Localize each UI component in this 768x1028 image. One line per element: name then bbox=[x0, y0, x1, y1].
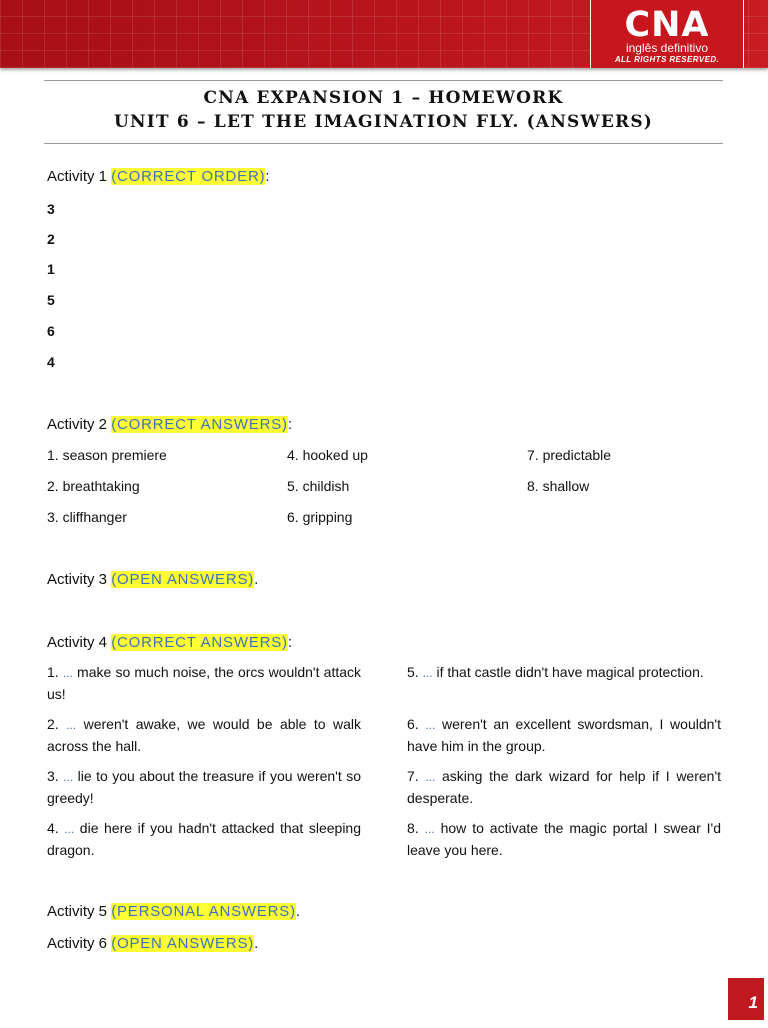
sentence-number: 7. bbox=[407, 768, 419, 784]
page-number: 1 bbox=[728, 978, 764, 1020]
activity-6-note: (OPEN ANSWERS) bbox=[111, 935, 255, 952]
activity-1-note: (CORRECT ORDER) bbox=[111, 168, 266, 185]
sentence-text: make so much noise, the orcs wouldn't attack us! bbox=[47, 664, 362, 702]
logo-tagline: inglês definitivo bbox=[625, 41, 709, 55]
sentence-text: lie to you about the treasure if you weren't so greedy! bbox=[47, 768, 361, 806]
blank-dots: ... bbox=[64, 822, 75, 836]
activity-4-sentence bbox=[407, 714, 721, 757]
activity-6-label: Activity 6 bbox=[47, 935, 112, 952]
activity-1-item: 6 bbox=[47, 323, 55, 339]
blank-dots: ... bbox=[66, 718, 77, 732]
activity-6-heading bbox=[47, 935, 258, 953]
activity-1-item: 3 bbox=[47, 201, 55, 217]
sentence-number: 1. bbox=[47, 664, 59, 680]
activity-3-suffix: . bbox=[254, 571, 259, 588]
activity-2-label: Activity 2 bbox=[47, 416, 112, 433]
activity-4-label: Activity 4 bbox=[47, 634, 112, 651]
activity-4-sentence bbox=[407, 766, 721, 809]
activity-4-suffix: : bbox=[287, 634, 293, 651]
sentence-text: how to activate the magic portal I swear I'd leave you here. bbox=[407, 820, 722, 858]
activity-2-note: (CORRECT ANSWERS) bbox=[111, 416, 288, 433]
activity-5-heading bbox=[47, 903, 300, 921]
activity-4-sentence bbox=[47, 714, 361, 757]
sentence-text: asking the dark wizard for help if I weren't desperate. bbox=[407, 768, 722, 806]
activity-2-answer: 6. gripping bbox=[287, 509, 353, 525]
activity-2-answer: 3. cliffhanger bbox=[47, 509, 127, 525]
activity-1-item: 4 bbox=[47, 354, 55, 370]
blank-dots: ... bbox=[425, 770, 436, 784]
activity-2-heading bbox=[47, 416, 292, 434]
blank-dots: ... bbox=[425, 718, 436, 732]
activity-4-sentence bbox=[407, 662, 721, 684]
activity-3-heading bbox=[47, 571, 258, 589]
sentence-number: 3. bbox=[47, 768, 59, 784]
activity-2-answer: 5. childish bbox=[287, 478, 350, 494]
activity-4-sentence bbox=[47, 818, 361, 861]
sentence-text: die here if you hadn't attacked that sleeping dragon. bbox=[47, 820, 362, 858]
document-subtitle: UNIT 6 – LET THE IMAGINATION FLY. (ANSWERS) bbox=[113, 112, 654, 132]
activity-6-suffix: . bbox=[254, 935, 259, 952]
activity-1-suffix: : bbox=[265, 168, 270, 185]
sentence-text: weren't an excellent swordsman, I wouldn't have him in the group. bbox=[407, 716, 721, 754]
activity-2-answer: 1. season premiere bbox=[47, 447, 167, 463]
blank-dots: ... bbox=[424, 822, 435, 836]
blank-dots: ... bbox=[63, 770, 74, 784]
activity-1-label: Activity 1 bbox=[47, 168, 112, 185]
activity-4-note: (CORRECT ANSWERS) bbox=[111, 634, 288, 651]
blank-dots: ... bbox=[422, 666, 433, 680]
sentence-number: 4. bbox=[47, 820, 59, 836]
sentence-number: 5. bbox=[407, 664, 419, 680]
logo-rights: ALL RIGHTS RESERVED. bbox=[614, 55, 720, 64]
sentence-text: weren't awake, we would be able to walk across the hall. bbox=[47, 716, 362, 754]
activity-1-item: 5 bbox=[47, 292, 55, 308]
document-title: CNA EXPANSION 1 – HOMEWORK bbox=[203, 88, 564, 108]
activity-1-item: 1 bbox=[47, 261, 55, 277]
sentence-text: if that castle didn't have magical protection. bbox=[436, 664, 704, 680]
title-bottom-divider bbox=[44, 143, 723, 144]
activity-3-note: (OPEN ANSWERS) bbox=[111, 571, 255, 588]
activity-2-suffix: : bbox=[287, 416, 293, 433]
activity-2-answer: 8. shallow bbox=[527, 478, 590, 494]
activity-2-answer: 7. predictable bbox=[527, 447, 612, 463]
activity-3-label: Activity 3 bbox=[47, 571, 112, 588]
activity-2-answer: 4. hooked up bbox=[287, 447, 368, 463]
activity-4-sentence bbox=[47, 766, 361, 809]
activity-4-sentence bbox=[407, 818, 721, 861]
activity-1-item: 2 bbox=[47, 231, 55, 247]
activity-4-heading bbox=[47, 634, 292, 652]
sentence-number: 8. bbox=[407, 820, 419, 836]
activity-4-sentence bbox=[47, 662, 361, 705]
activity-1-heading bbox=[47, 168, 270, 186]
activity-5-note: (PERSONAL ANSWERS) bbox=[111, 903, 296, 920]
sentence-number: 2. bbox=[47, 716, 59, 732]
sentence-number: 6. bbox=[407, 716, 419, 732]
blank-dots: ... bbox=[62, 666, 73, 680]
activity-5-label: Activity 5 bbox=[47, 903, 112, 920]
title-top-divider bbox=[44, 80, 723, 81]
cna-logo bbox=[590, 0, 744, 68]
activity-5-suffix: . bbox=[295, 903, 301, 920]
header-banner bbox=[0, 0, 768, 68]
logo-wordmark: CNA bbox=[624, 5, 710, 45]
activity-2-answer: 2. breathtaking bbox=[47, 478, 140, 494]
